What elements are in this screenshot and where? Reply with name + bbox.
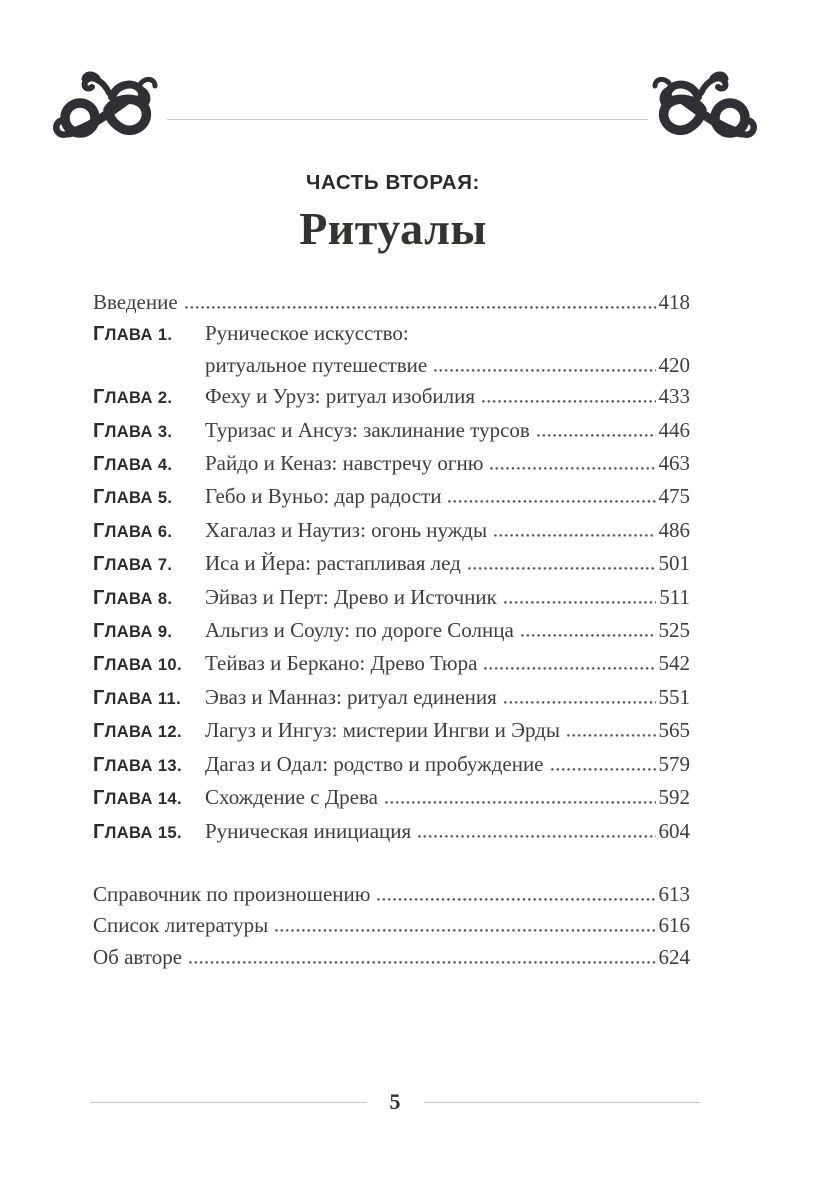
toc-entry-chapter-15 [93,816,690,849]
footer-rule-left [90,1102,367,1103]
back-matter-section [93,879,690,973]
chapter-title: Эйваз и Перт: Древо и Источник [205,584,497,609]
chapter-label: ГЛАВА 2. [93,386,173,409]
toc-entry-chapter-5 [93,481,690,514]
part-title: Ритуалы [299,203,487,254]
toc-entry-chapter-8 [93,582,690,615]
chapter-label: ГЛАВА 1. [93,323,173,346]
chapter-title: Лагуз и Ингуз: мистерии Ингви и Эрды [205,718,560,743]
page-ref: 551 [658,684,690,709]
page-ref: 613 [658,881,690,906]
dot-leader [185,306,656,309]
page-ref: 579 [658,751,690,776]
toc-entry-chapter-7 [93,548,690,581]
page-ref: 511 [659,584,690,609]
chapter-title-line: Руническое искусство: [205,321,409,346]
dot-leader [418,835,655,838]
chapter-label: ГЛАВА 5. [93,486,173,509]
page-ref: 420 [658,352,690,377]
chapter-label: ГЛАВА 11. [93,686,182,709]
toc-entry-title: Справочник по произношению [93,881,371,906]
page-ref: 542 [658,651,690,676]
chapter-label: ГЛАВА 10. [93,653,182,676]
chapter-label: ГЛАВА 8. [93,586,173,609]
table-of-contents [93,287,690,973]
dot-leader [551,768,656,771]
chapter-title: Схождение с Древа [205,785,378,810]
toc-entry-chapter-11 [93,682,690,715]
toc-entry-chapter-10 [93,648,690,681]
dot-leader [537,434,656,437]
chapter-label: ГЛАВА 7. [93,553,173,576]
page-ref: 463 [658,451,690,476]
toc-entry-intro [93,287,690,318]
chapter-title: Гебо и Вуньо: дар радости [205,484,442,509]
page-number: 5 [389,1089,401,1114]
viking-beast-knot-icon [52,70,164,150]
page-footer [90,1089,700,1115]
toc-entry-about-author [93,942,690,973]
part-label: ЧАСТЬ ВТОРАЯ: [306,171,480,194]
toc-entry-chapter-6 [93,515,690,548]
chapter-header [0,171,786,255]
page-ref: 446 [658,417,690,442]
chapter-label: ГЛАВА 3. [93,419,173,442]
chapter-title: Райдо и Кеназ: навстречу огню [205,451,484,476]
chapter-label: ГЛАВА 13. [93,753,182,776]
chapter-title: Эваз и Манназ: ритуал единения [205,684,497,709]
dot-leader [189,961,655,964]
dot-leader [494,534,655,537]
dot-leader [385,801,656,804]
toc-entry-chapter-4 [93,448,690,481]
dot-leader [490,467,655,470]
toc-entry-chapter-2 [93,381,690,414]
chapter-label: ГЛАВА 12. [93,720,182,743]
page-ref: 565 [658,718,690,743]
dot-leader [504,701,656,704]
dot-leader [377,898,655,901]
dot-leader [482,400,655,403]
chapter-title: Иса и Йера: растапливая лед [205,551,461,576]
toc-entry-pronunciation-guide [93,879,690,910]
page-ref: 433 [658,384,690,409]
page-ref: 486 [658,517,690,542]
dot-leader [484,667,655,670]
toc-entry-chapter-1 [93,318,690,381]
page-ref: 525 [658,618,690,643]
chapter-title: Тейваз и Беркано: Древо Тюра [205,651,478,676]
chapter-label: ГЛАВА 9. [93,620,173,643]
dot-leader [468,567,656,570]
dot-leader [434,369,655,372]
chapter-title: Дагаз и Одал: родство и пробуждение [205,751,544,776]
dot-leader [567,734,656,737]
page-ref: 475 [658,484,690,509]
page-ref: 616 [658,913,690,938]
chapter-label: ГЛАВА 4. [93,453,173,476]
toc-entry-title: Список литературы [93,913,269,938]
chapter-label: ГЛАВА 14. [93,787,182,810]
chapter-title: Феху и Уруз: ритуал изобилия [205,384,476,409]
dot-leader [521,634,656,637]
header-divider-rule [167,119,648,120]
toc-entry-chapter-3 [93,415,690,448]
footer-rule-right [424,1102,701,1103]
toc-entry-chapter-9 [93,615,690,648]
dot-leader [448,500,655,503]
toc-entry-title: Об авторе [93,944,183,969]
page-ref: 501 [658,551,690,576]
page-ref: 604 [658,818,690,843]
dot-leader [275,929,655,932]
toc-entry-chapter-14 [93,782,690,815]
chapter-title: Руническая инициация [205,818,412,843]
toc-entry-chapter-13 [93,749,690,782]
toc-entry-title: Введение [93,290,178,314]
dot-leader [504,601,656,604]
page-ref: 624 [658,944,690,969]
chapter-title-line: ритуальное путешествие [205,352,428,377]
page-ref: 418 [658,290,690,314]
chapter-title: Альгиз и Соулу: по дороге Солнца [205,618,514,643]
page-ref: 592 [658,785,690,810]
chapter-label: ГЛАВА 6. [93,519,173,542]
toc-entry-bibliography [93,910,690,941]
chapter-label: ГЛАВА 15. [93,820,182,843]
chapter-title: Туризас и Ансуз: заклинание турсов [205,417,530,442]
viking-beast-knot-icon-mirrored [646,70,758,150]
toc-entry-chapter-12 [93,715,690,748]
chapter-title: Хагалаз и Наутиз: огонь нужды [205,517,488,542]
